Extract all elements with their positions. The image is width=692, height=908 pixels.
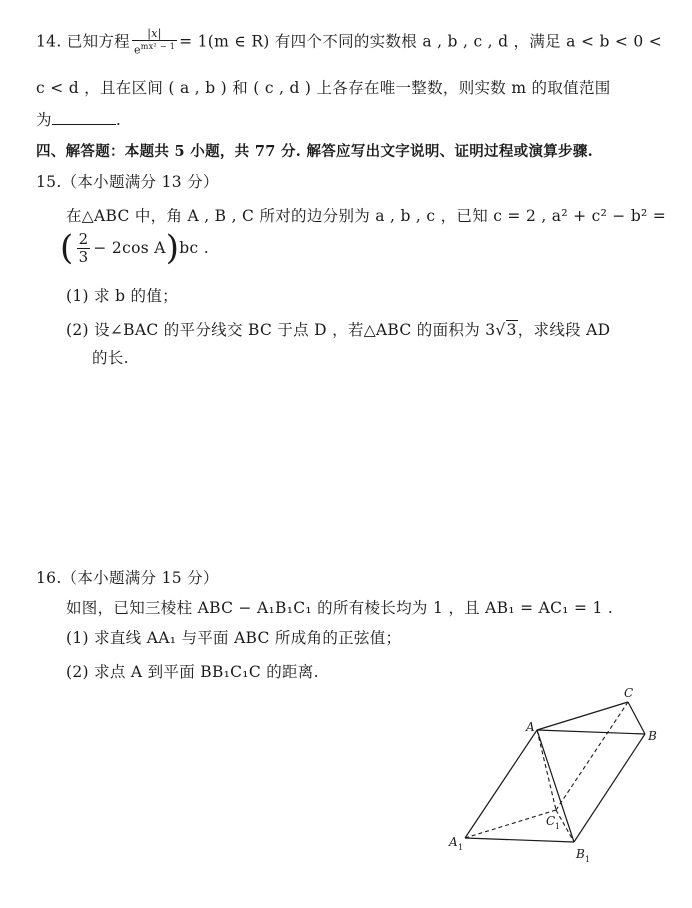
label-B1-sub: 1	[585, 855, 591, 864]
q15-part2-sqrt: 3	[506, 321, 517, 339]
right-paren: )	[165, 228, 180, 268]
edge-A-B	[537, 730, 645, 734]
section-heading: 四、解答题：本题共 5 小题，共 77 分. 解答应写出文字说明、证明过程或演算步骤.	[36, 143, 594, 160]
q14-prefix: 14. 已知方程	[36, 32, 130, 51]
q15-part1: (1) 求 b 的值；	[66, 287, 178, 305]
left-paren: (	[60, 228, 74, 268]
q15-frac-denominator: 3	[78, 247, 89, 266]
q15-header: 15.（本小题满分 13 分）	[36, 173, 219, 191]
q15-part2-pre: (2) 设∠BAC 的平分线交 BC 于点 D ，若△ABC 的面积为 3	[66, 321, 496, 339]
q15-line2-mid: − 2cos A	[93, 239, 166, 257]
q15-part2-post: ，求线段 AD	[517, 321, 611, 339]
edge-A-A1	[465, 730, 537, 838]
label-A: A	[526, 720, 535, 734]
edge-B-B1	[574, 734, 645, 842]
q14-frac-numerator: |x|	[132, 28, 177, 41]
label-C1-sub: 1	[555, 822, 561, 831]
q14-suffix: = 1(m ∈ R) 有四个不同的实数根 a , b , c , d ，满足 a < b < 0 <	[179, 32, 663, 51]
label-C1: C	[546, 814, 556, 828]
q15-frac-numerator: 2	[78, 229, 89, 248]
q16-line1: 如图，已知三棱柱 ABC − A₁B₁C₁ 的所有棱长均为 1 ，且 AB₁ = AC₁ = 1 .	[66, 599, 614, 617]
edge-C-C1	[556, 702, 628, 810]
q14-frac-denominator: $e^{mx^2 - 1}$	[133, 42, 176, 57]
edge-C-B	[628, 702, 645, 734]
q14-line2: c < d ，且在区间 ( a , b ) 和 ( c , d ) 上各存在唯一整数，则实数 m 的取值范围	[36, 79, 611, 97]
q16-part2: (2) 求点 A 到平面 BB₁C₁C 的距离.	[66, 663, 319, 681]
label-A1-sub: 1	[458, 843, 464, 852]
q15-part2-cont: 的长.	[92, 349, 129, 367]
q14-line3-post: .	[115, 111, 122, 129]
q16-header: 16.（本小题满分 15 分）	[36, 569, 219, 587]
edge-A1-B1	[465, 838, 574, 842]
label-A1: A	[449, 835, 458, 849]
edge-A-C	[537, 702, 628, 730]
q14-frac-exponent: mx² − 1	[140, 42, 176, 51]
q15-line2-post: bc .	[179, 239, 209, 257]
q16-part1: (1) 求直线 AA₁ 与平面 ABC 所成角的正弦值；	[66, 629, 402, 647]
label-B1: B	[576, 847, 585, 861]
q14-line3-pre: 为	[36, 111, 52, 129]
edge-A1-C1	[465, 810, 556, 838]
edge-A-C1	[537, 730, 556, 810]
q15-line1: 在△ABC 中，角 A , B , C 所对的边分别为 a , b , c ，已知 c = 2 , a² + c² − b² =	[66, 207, 667, 225]
label-C: C	[624, 686, 634, 700]
sqrt-sign: √	[495, 321, 506, 339]
label-B: B	[648, 729, 657, 743]
